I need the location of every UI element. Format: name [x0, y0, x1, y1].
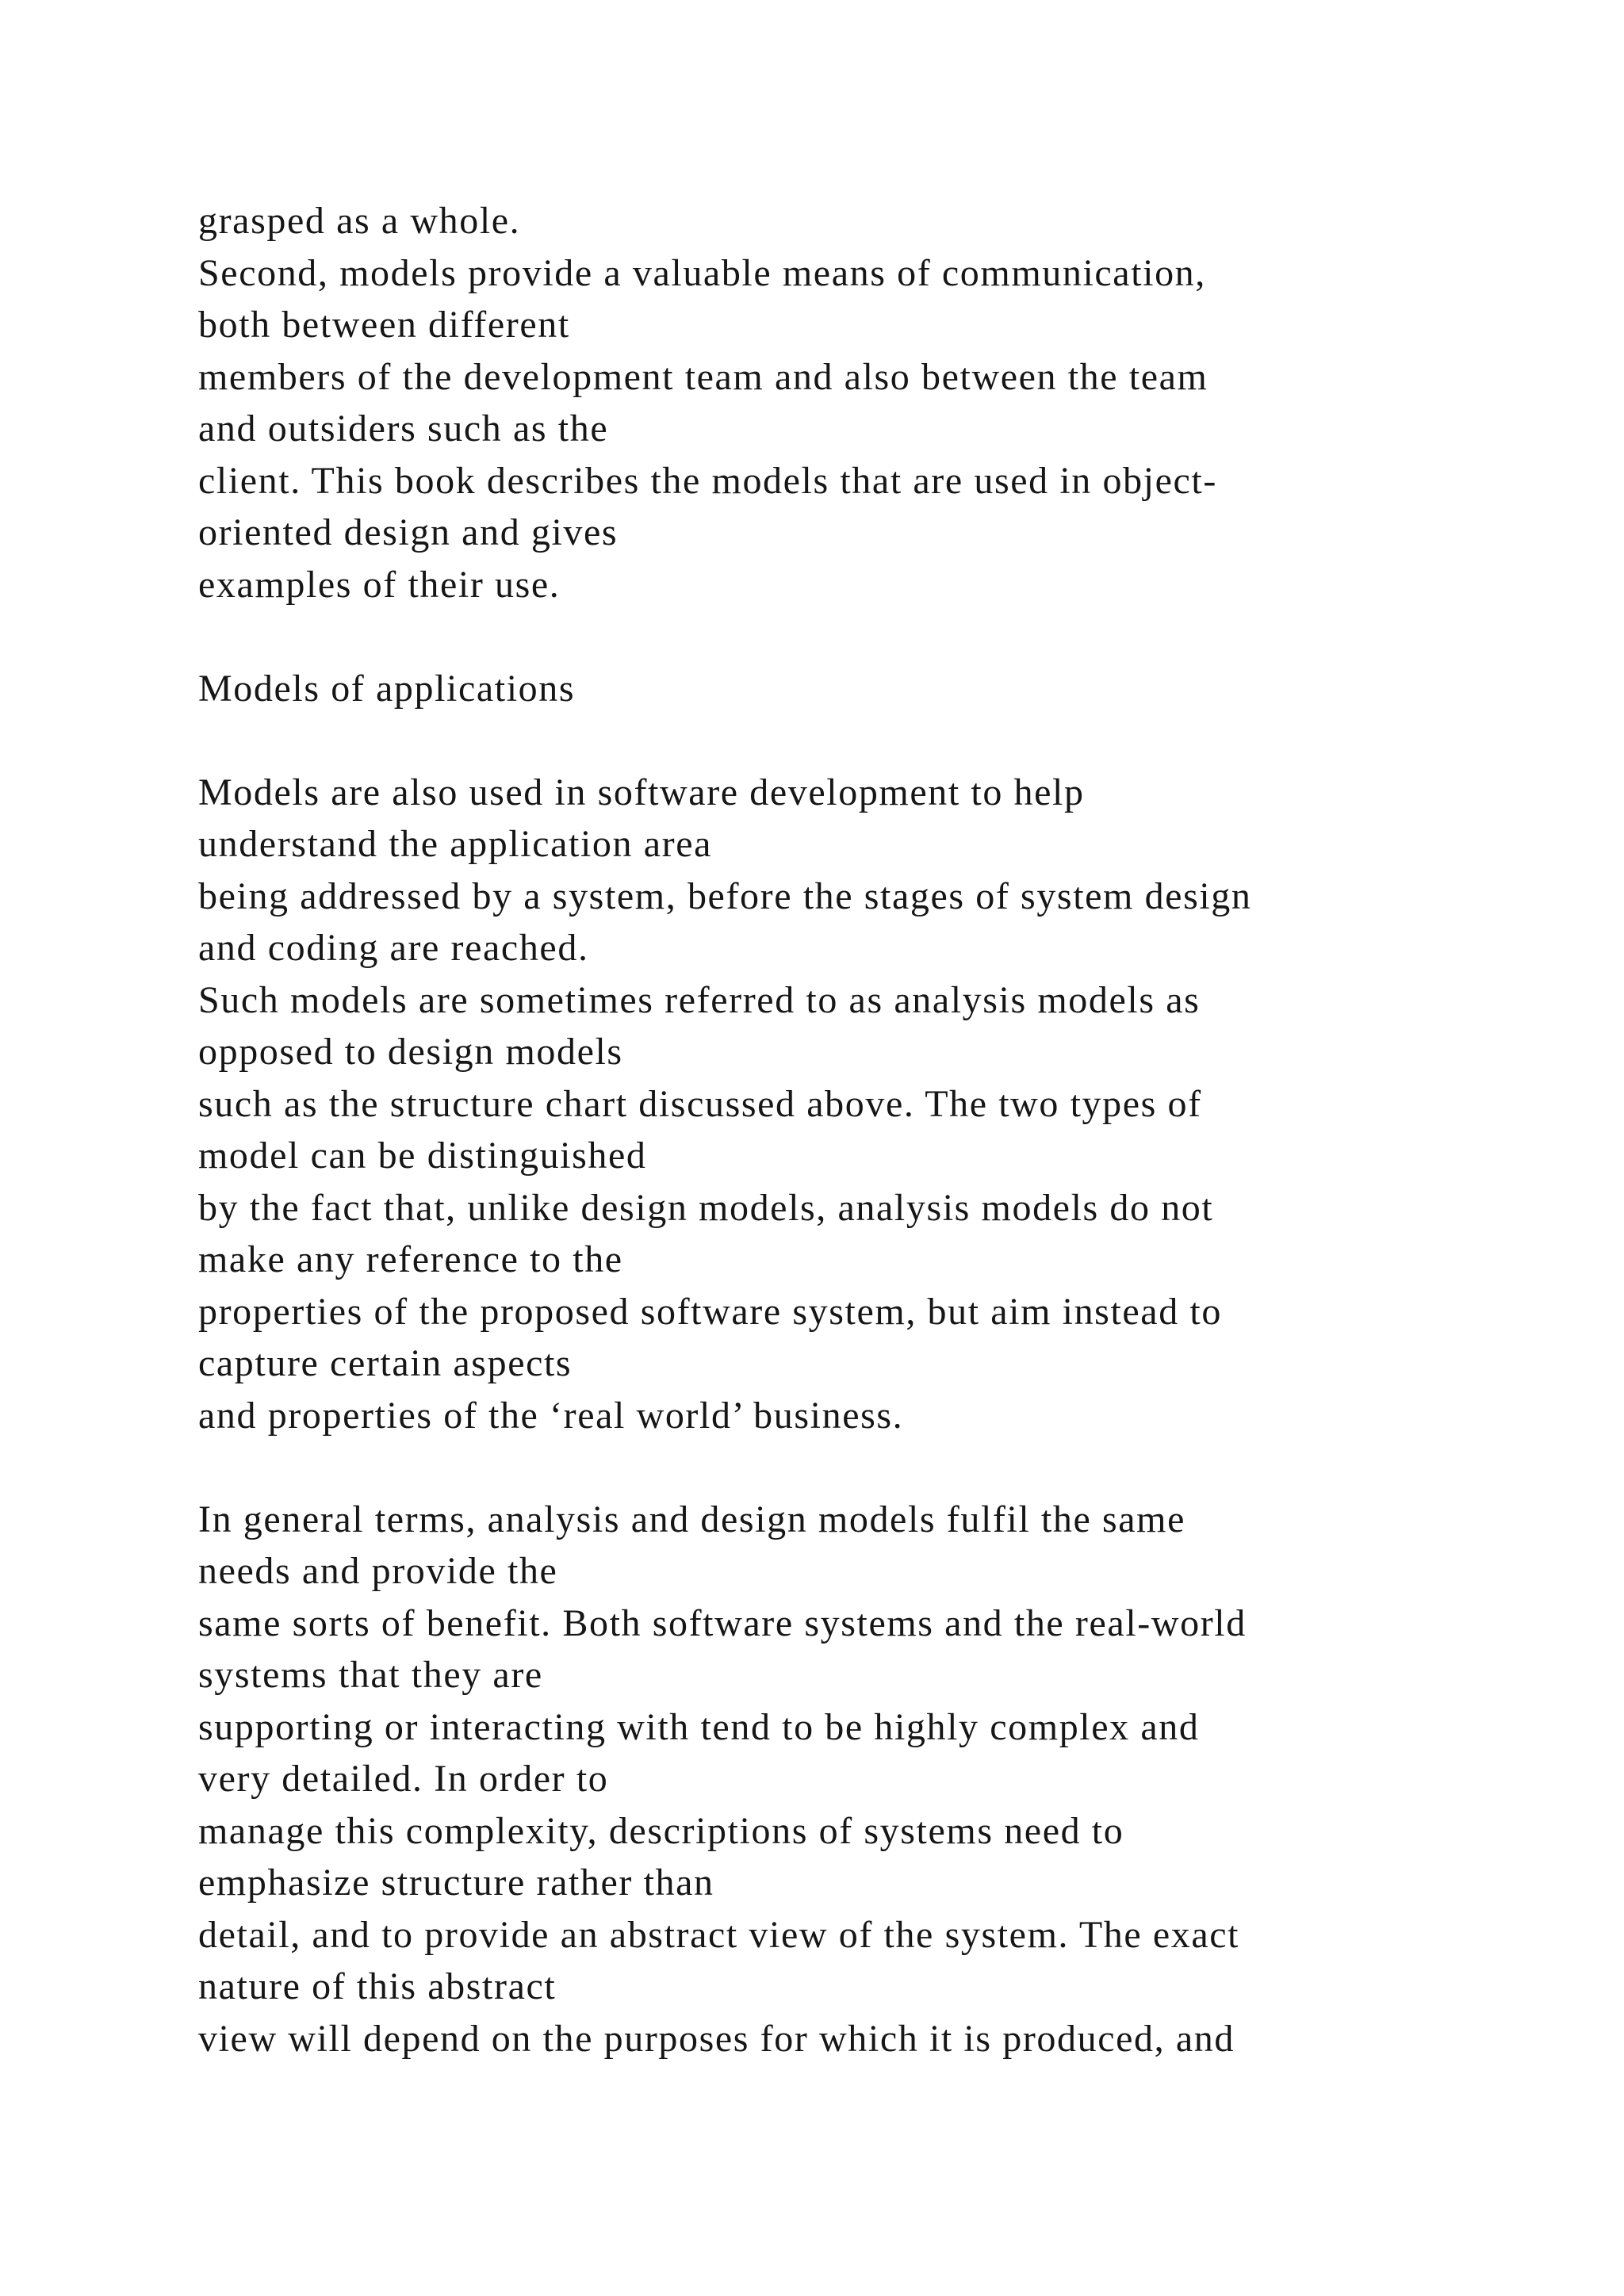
section-heading: Models of applications — [198, 667, 576, 710]
text-line: Such models are sometimes referred to as analysis models as — [198, 978, 1201, 1021]
paragraph-gap — [198, 610, 1546, 663]
text-line: same sorts of benefit. Both software systems and the real-world — [198, 1601, 1247, 1644]
text-line: very detailed. In order to — [198, 1758, 609, 1800]
text-line: systems that they are — [198, 1654, 543, 1696]
text-line: examples of their use. — [198, 563, 561, 606]
text-line: detail, and to provide an abstract view of the system. The exact — [198, 1913, 1240, 1956]
text-line: members of the development team and also between the team — [198, 355, 1208, 398]
text-line: and coding are reached. — [198, 927, 589, 969]
text-line: and outsiders such as the — [198, 408, 609, 450]
text-line: grasped as a whole. — [198, 200, 521, 242]
text-line: being addressed by a system, before the stages of system design — [198, 874, 1252, 917]
text-line: client. This book describes the models that are used in object- — [198, 459, 1217, 502]
text-line: Models are also used in software development to help — [198, 771, 1085, 813]
text-line: opposed to design models — [198, 1031, 623, 1073]
text-line: oriented design and gives — [198, 511, 619, 553]
text-line: by the fact that, unlike design models, analysis models do not — [198, 1186, 1214, 1229]
body-text — [198, 195, 1546, 2064]
text-line: manage this complexity, descriptions of systems need to — [198, 1809, 1124, 1852]
paragraph-gap — [198, 1441, 1546, 1494]
text-line: needs and provide the — [198, 1550, 558, 1592]
text-line: both between different — [198, 304, 570, 346]
text-line: Second, models provide a valuable means of communication, — [198, 251, 1206, 294]
text-line: make any reference to the — [198, 1238, 623, 1280]
text-line: understand the application area — [198, 823, 713, 865]
text-line: supporting or interacting with tend to be highly complex and — [198, 1705, 1200, 1748]
text-line: such as the structure chart discussed above. The two types of — [198, 1082, 1202, 1125]
text-line: emphasize structure rather than — [198, 1862, 714, 1904]
paragraph-gap — [198, 714, 1546, 767]
text-line: view will depend on the purposes for which it is produced, and — [198, 2017, 1235, 2060]
text-line: model can be distinguished — [198, 1135, 647, 1177]
text-line: capture certain aspects — [198, 1342, 573, 1384]
text-line: In general terms, analysis and design models fulfil the same — [198, 1498, 1186, 1540]
text-line: nature of this abstract — [198, 1965, 557, 2007]
text-line: properties of the proposed software system, but aim instead to — [198, 1290, 1222, 1333]
text-line: and properties of the ‘real world’ business. — [198, 1394, 904, 1437]
